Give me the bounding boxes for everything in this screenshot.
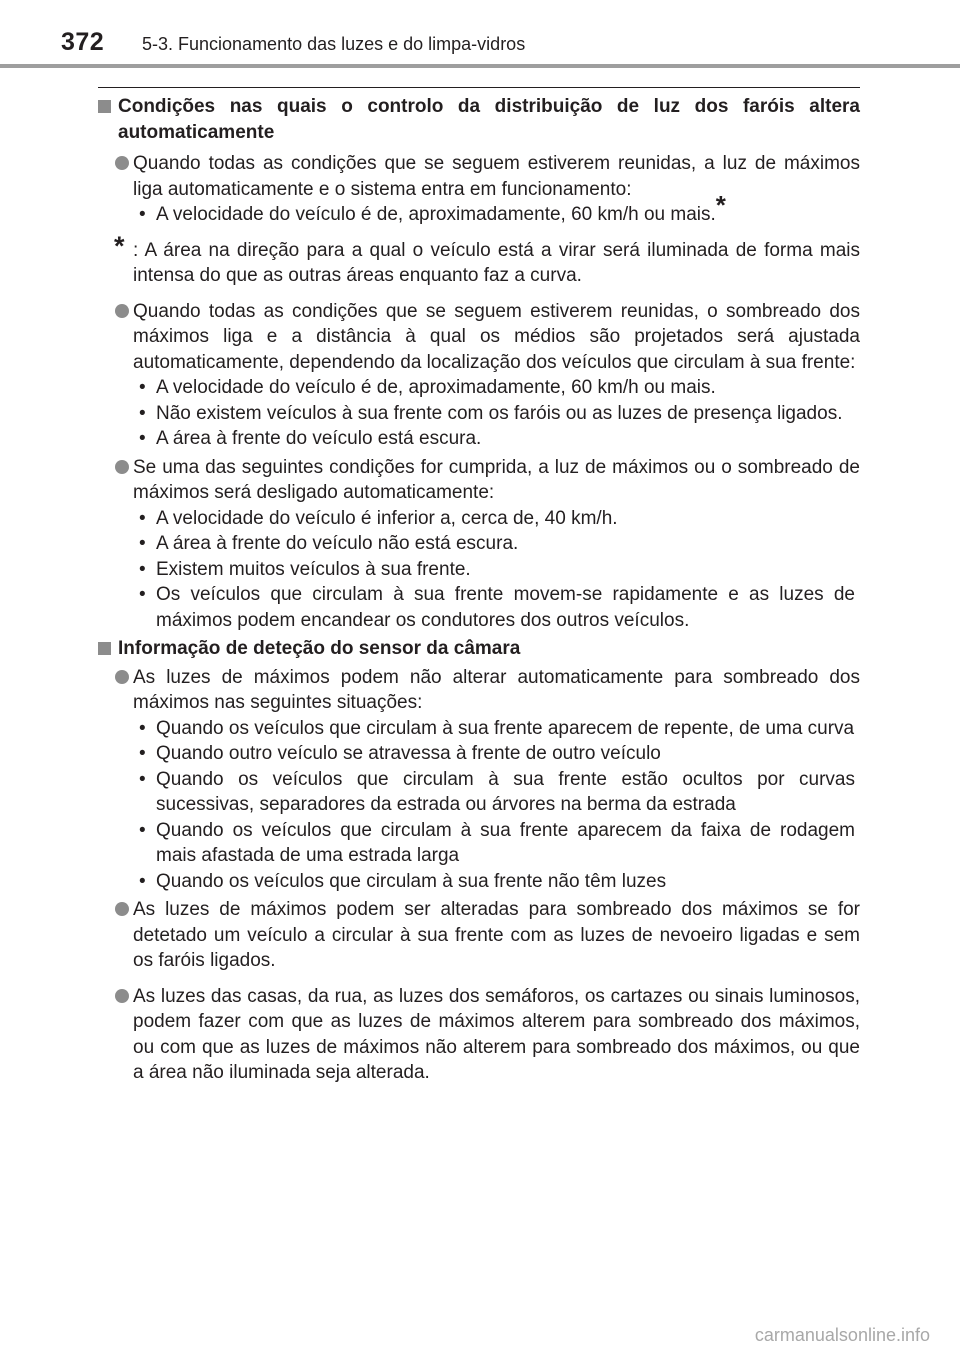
bullet-list <box>98 375 860 452</box>
square-icon <box>98 642 111 655</box>
footnote-marker: * <box>715 190 726 220</box>
content <box>98 94 860 1086</box>
list-item: • Quando os veículos que circulam à sua frente estão ocultos por curvas sucessivas, separadores da estrada ou árvores na berma da estrada <box>156 767 855 818</box>
paragraph: As luzes das casas, da rua, as luzes dos semáforos, os cartazes ou sinais luminosos, podem fazer com que as luzes de máximos alterem para sombreado dos máximos, ou com que as luzes de máximos não alterem para sombreado dos máximos, ou que a área não iluminada seja alterada. <box>98 984 860 1086</box>
bullet-list <box>98 506 860 634</box>
circle-bullet-icon <box>115 989 129 1003</box>
paragraph: As luzes de máximos podem ser alteradas para sombreado dos máximos se for detetado um veículo a circular à sua frente com as luzes de nevoeiro ligadas e sem os faróis ligados. <box>98 897 860 974</box>
circle-bullet-icon <box>115 304 129 318</box>
footnote: * : A área na direção para a qual o veículo está a virar será iluminada de forma mais intensa do que as outras áreas enquanto faz a curva. <box>114 230 860 286</box>
top-rule <box>98 87 860 88</box>
footnote-asterisk: * <box>114 230 125 261</box>
list-item: • A velocidade do veículo é de, aproximadamente, 60 km/h ou mais.* <box>156 202 855 228</box>
page-number: 372 <box>61 28 105 56</box>
watermark: carmanualsonline.info <box>754 1325 930 1345</box>
list-item: • A velocidade do veículo é de, aproximadamente, 60 km/h ou mais. <box>156 375 855 401</box>
header-rule <box>0 64 960 68</box>
circle-bullet-icon <box>115 460 129 474</box>
list-item: • Quando os veículos que circulam à sua frente aparecem de repente, de uma curva <box>156 716 855 742</box>
bullet-list <box>98 190 860 228</box>
circle-bullet-icon <box>115 156 129 170</box>
paragraph: Quando todas as condições que se seguem estiverem reunidas, o sombreado dos máximos liga e a distância à qual os médios são projetados será ajustada automaticamente, dependendo da localização dos veículos que circulam à sua frente: <box>98 299 860 376</box>
chapter-title: 5-3. Funcionamento das luzes e do limpa-vidros <box>142 34 526 54</box>
list-item: • A área à frente do veículo está escura. <box>156 426 855 452</box>
section-heading: Informação de deteção do sensor da câmara <box>98 636 860 662</box>
list-item: • Não existem veículos à sua frente com os faróis ou as luzes de presença ligados. <box>156 401 855 427</box>
paragraph: As luzes de máximos podem não alterar automaticamente para sombreado dos máximos nas seguintes situações: <box>98 665 860 716</box>
list-item: • Quando os veículos que circulam à sua frente não têm luzes <box>156 869 855 895</box>
paragraph: Quando todas as condições que se seguem estiverem reunidas, a luz de máximos liga automaticamente e o sistema entra em funcionamento: <box>98 151 860 202</box>
circle-bullet-icon <box>115 902 129 916</box>
square-icon <box>98 100 111 113</box>
section-heading: Condições nas quais o controlo da distribuição de luz dos faróis altera automaticamente <box>98 94 860 145</box>
list-item: • Quando os veículos que circulam à sua frente aparecem da faixa de rodagem mais afastada de uma estrada larga <box>156 818 855 869</box>
circle-bullet-icon <box>115 670 129 684</box>
bullet-list <box>98 716 860 895</box>
list-item: • Quando outro veículo se atravessa à frente de outro veículo <box>156 741 855 767</box>
paragraph: Se uma das seguintes condições for cumprida, a luz de máximos ou o sombreado de máximos será desligado automaticamente: <box>98 455 860 506</box>
list-item: • A área à frente do veículo não está escura. <box>156 531 855 557</box>
list-item: • Os veículos que circulam à sua frente movem-se rapidamente e as luzes de máximos podem encandear os condutores dos outros veículos. <box>156 582 855 633</box>
list-item: • Existem muitos veículos à sua frente. <box>156 557 855 583</box>
list-item: • A velocidade do veículo é inferior a, cerca de, 40 km/h. <box>156 506 855 532</box>
